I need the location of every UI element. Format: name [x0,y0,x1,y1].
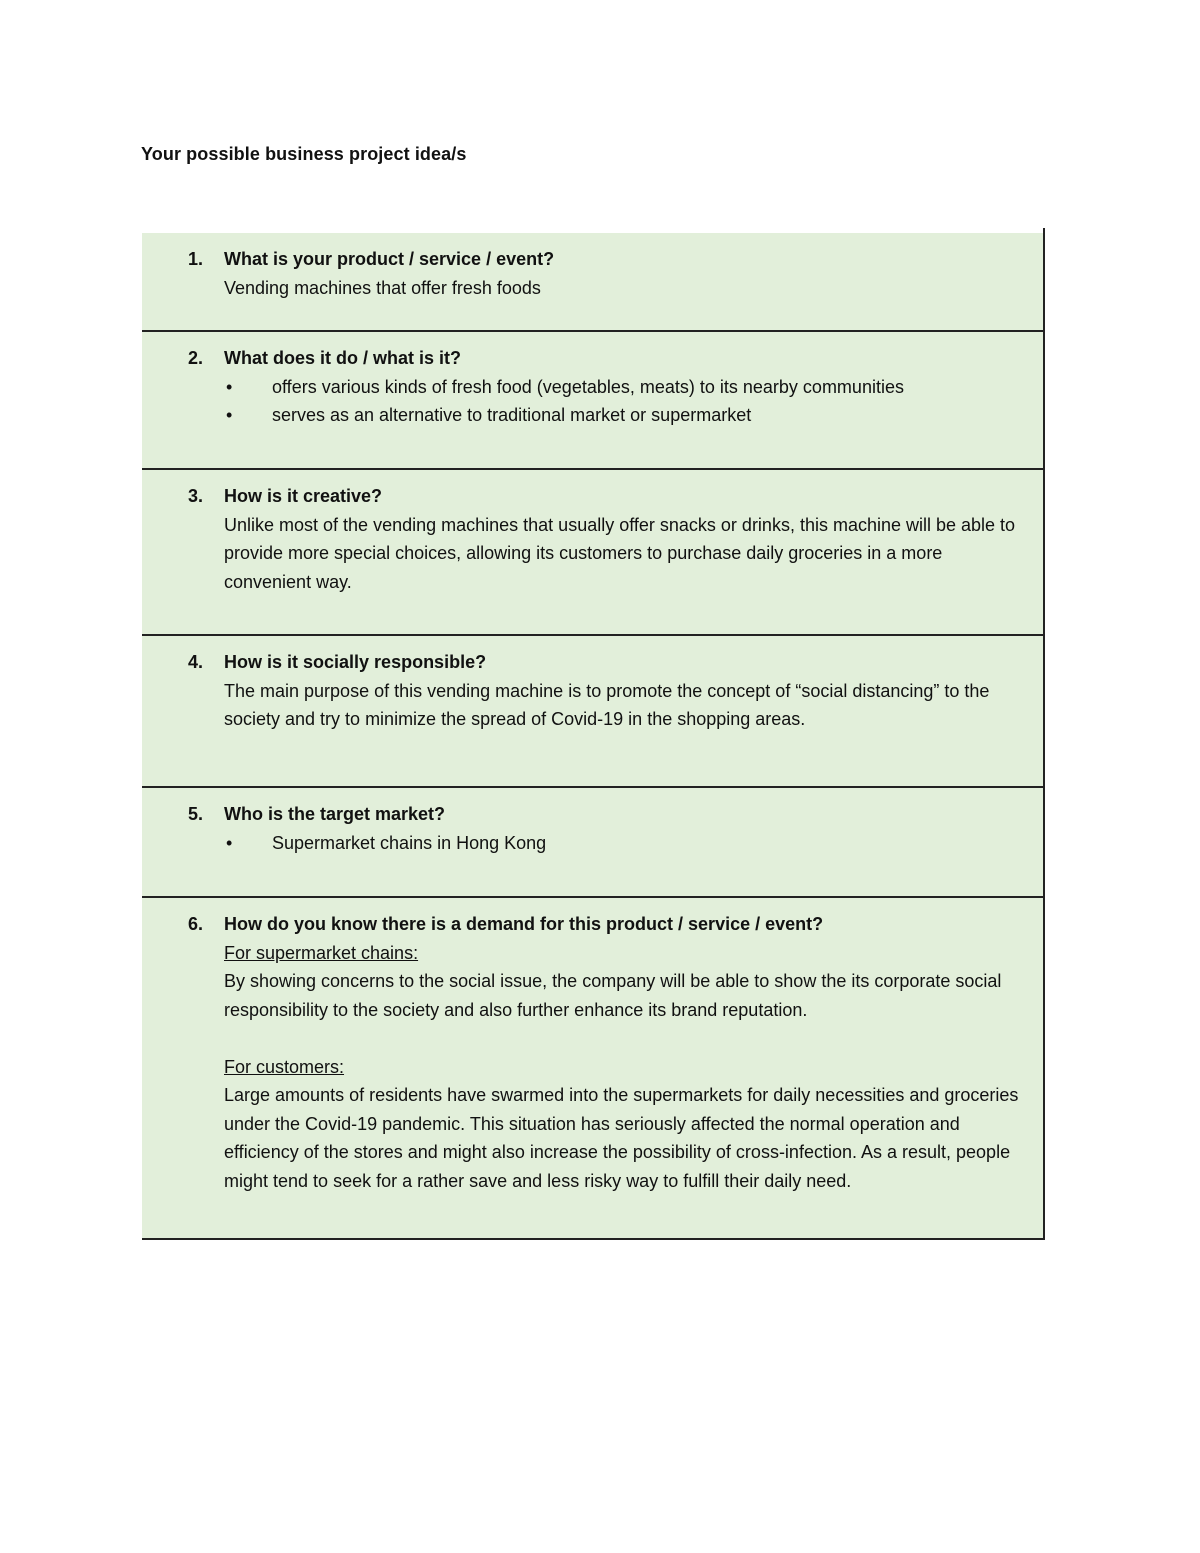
question-text: Who is the target market? [224,804,446,824]
list-item: • offers various kinds of fresh food (vegetables, meats) to its nearby communities [224,373,1023,402]
answer-text: Unlike most of the vending machines that usually offer snacks or drinks, this machine will be able to provide more special choices, allowing its customers to purchase daily groceries in a more convenient way. [224,514,1016,592]
answer-text: Vending machines that offer fresh foods [224,277,541,298]
question-row-2 [142,332,1043,470]
question-row-5 [142,788,1043,898]
question-number: 6. [188,914,204,934]
question-number: 3. [188,486,204,506]
list-item: • Supermarket chains in Hong Kong [224,829,1023,858]
question-number: 2. [188,348,204,368]
bullet-icon: • [226,832,233,853]
question-row-1 [142,233,1043,332]
questions-table [142,228,1045,1240]
section-heading: For customers: [224,1056,345,1077]
document-title: Your possible business project idea/s [141,144,467,164]
question-text: What is your product / service / event? [224,249,555,269]
answer-text: Large amounts of residents have swarmed into the supermarkets for daily necessities and groceries under the Covid-19 pandemic. This situation has seriously affected the normal operation and efficiency of the stores and might also increase the possibility of cross-infection. As a result, people might tend to seek for a rather save and less risky way to fulfill their daily need. [224,1085,1019,1191]
bullet-list [224,373,1023,430]
list-item: • serves as an alternative to traditional market or supermarket [224,401,1023,430]
question-text: What does it do / what is it? [224,348,461,368]
question-text: How is it creative? [224,486,383,506]
bullet-list [224,829,1023,858]
question-text: How do you know there is a demand for this product / service / event? [224,914,824,934]
answer-text: By showing concerns to the social issue, the company will be able to show the its corporate social responsibility to the society and also further enhance its brand reputation. [224,971,1002,1020]
question-number: 1. [188,249,204,269]
question-text: How is it socially responsible? [224,652,487,672]
bullet-icon: • [226,376,233,397]
section-heading: For supermarket chains: [224,942,419,963]
bullet-icon: • [226,405,233,425]
answer-text: The main purpose of this vending machine is to promote the concept of “social distancing” to the society and try to minimize the spread of Covid-19 in the shopping areas. [224,680,990,729]
question-row-3 [142,470,1043,636]
question-row-4 [142,636,1043,788]
question-row-6 [142,898,1043,1240]
question-number: 4. [188,652,204,672]
question-number: 5. [188,804,204,824]
